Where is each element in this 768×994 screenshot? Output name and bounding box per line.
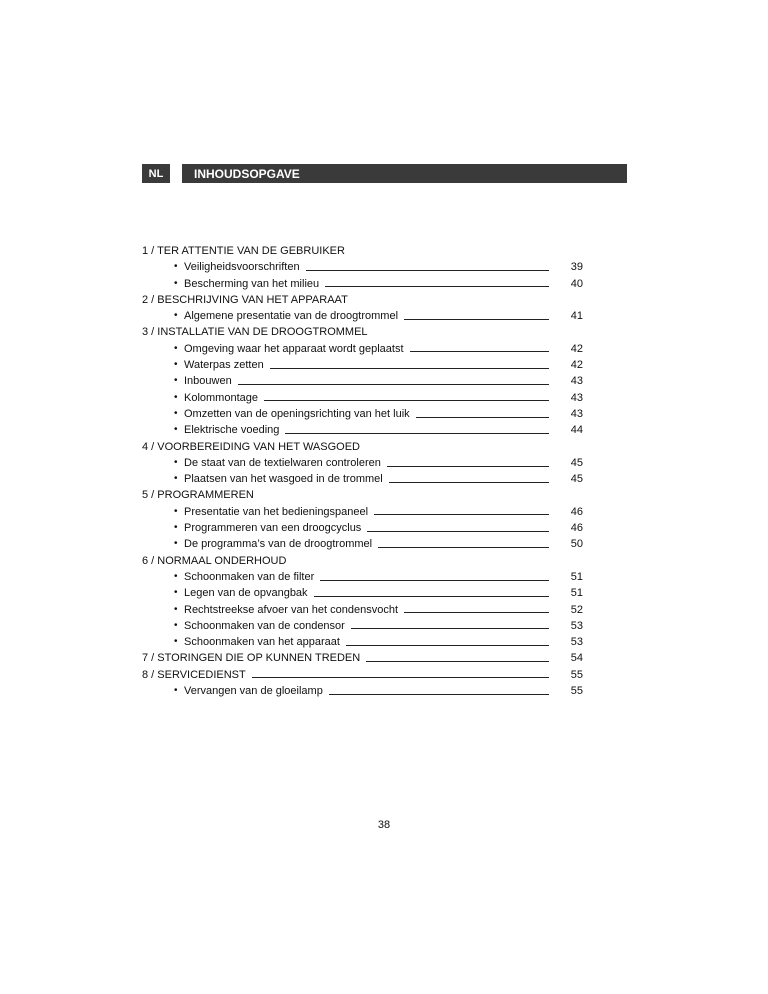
bullet-icon: •	[174, 359, 178, 371]
leader-line	[416, 407, 549, 418]
toc-label: Presentatie van het bedieningspaneel	[184, 505, 369, 518]
leader-line	[378, 537, 549, 548]
bullet-icon: •	[174, 636, 178, 648]
bullet-icon: •	[174, 277, 178, 289]
toc-page-number: 51	[570, 570, 583, 583]
toc-label: Kolommontage	[184, 391, 258, 404]
leader-line	[367, 521, 549, 532]
bullet-icon: •	[174, 310, 178, 322]
page-title-bar	[182, 164, 627, 183]
toc-entry[interactable]	[142, 422, 587, 438]
leader-line	[264, 390, 549, 401]
bullet-icon: •	[174, 587, 178, 599]
leader-line	[410, 341, 549, 352]
leader-line	[374, 504, 549, 515]
toc-page-number: 46	[570, 505, 583, 518]
toc-page-number: 53	[570, 636, 583, 649]
toc-entry[interactable]	[142, 618, 587, 634]
toc-label: Veiligheidsvoorschriften	[184, 261, 300, 274]
leader-line	[366, 651, 549, 662]
toc-label: Algemene presentatie van de droogtrommel	[184, 310, 399, 323]
toc-label: Bescherming van het milieu	[184, 277, 320, 290]
leader-line	[387, 456, 549, 467]
leader-line	[306, 260, 549, 271]
toc-entry[interactable]	[142, 390, 587, 406]
toc-entry[interactable]	[142, 504, 587, 520]
toc-label: Schoonmaken van de filter	[184, 570, 315, 583]
toc-page-number: 42	[570, 342, 583, 355]
toc-label: 7 / STORINGEN DIE OP KUNNEN TREDEN	[142, 652, 361, 665]
bullet-icon: •	[174, 391, 178, 403]
bullet-icon: •	[174, 538, 178, 550]
toc-section[interactable]	[142, 667, 587, 683]
toc-entry[interactable]	[142, 308, 587, 324]
toc-label: Elektrische voeding	[184, 424, 280, 437]
leader-line	[252, 667, 549, 678]
toc-label: Omgeving waar het apparaat wordt geplaatst	[184, 342, 404, 355]
toc-entry[interactable]	[142, 471, 587, 487]
toc-label: 8 / SERVICEDIENST	[142, 668, 246, 681]
toc-section[interactable]	[142, 487, 587, 503]
toc-page-number: 52	[570, 603, 583, 616]
toc-label: Vervangen van de gloeilamp	[184, 685, 323, 698]
toc-entry[interactable]	[142, 406, 587, 422]
bullet-icon: •	[174, 342, 178, 354]
toc-entry[interactable]	[142, 357, 587, 373]
toc-label: Rechtstreekse afvoer van het condensvocht	[184, 603, 399, 616]
bullet-icon: •	[174, 685, 178, 697]
toc-page-number: 55	[570, 668, 583, 681]
toc-entry[interactable]	[142, 536, 587, 552]
toc-label: 6 / NORMAAL ONDERHOUD	[142, 554, 287, 567]
leader-line	[351, 618, 549, 629]
toc-page-number: 41	[570, 310, 583, 323]
toc-entry[interactable]	[142, 520, 587, 536]
bullet-icon: •	[174, 570, 178, 582]
leader-line	[314, 586, 549, 597]
toc-section[interactable]	[142, 324, 587, 340]
toc-page-number: 53	[570, 619, 583, 632]
leader-line	[404, 602, 549, 613]
leader-line	[389, 472, 549, 483]
leader-line	[285, 423, 549, 434]
toc-page-number: 43	[570, 407, 583, 420]
toc-page-number: 46	[570, 522, 583, 535]
toc-label: Omzetten van de openingsrichting van het luik	[184, 407, 410, 420]
toc-label: Schoonmaken van de condensor	[184, 619, 345, 632]
toc-label: 1 / TER ATTENTIE VAN DE GEBRUIKER	[142, 245, 345, 257]
toc-entry[interactable]	[142, 602, 587, 618]
toc-label: Inbouwen	[184, 375, 232, 388]
toc-label: 2 / BESCHRIJVING VAN HET APPARAAT	[142, 293, 348, 306]
leader-line	[238, 374, 549, 385]
leader-line	[320, 570, 549, 581]
bullet-icon: •	[174, 375, 178, 387]
bullet-icon: •	[174, 522, 178, 534]
toc-page-number: 51	[570, 587, 583, 600]
toc-entry[interactable]	[142, 259, 587, 275]
toc-label: 5 / PROGRAMMEREN	[142, 489, 254, 502]
toc-page-number: 55	[570, 685, 583, 698]
toc-section[interactable]	[142, 553, 587, 569]
toc-page-number: 54	[570, 652, 583, 665]
toc-entry[interactable]	[142, 341, 587, 357]
toc-page-number: 45	[570, 456, 583, 469]
toc-page-number: 44	[570, 424, 583, 437]
toc-label: De programma’s van de droogtrommel	[184, 538, 373, 551]
toc-entry[interactable]	[142, 585, 587, 601]
toc-entry[interactable]	[142, 373, 587, 389]
bullet-icon: •	[174, 456, 178, 468]
bullet-icon: •	[174, 407, 178, 419]
bullet-icon: •	[174, 473, 178, 485]
toc-section[interactable]	[142, 439, 587, 455]
leader-line	[325, 276, 549, 287]
language-badge: NL	[142, 164, 170, 183]
toc-label: 4 / VOORBEREIDING VAN HET WASGOED	[142, 440, 361, 453]
toc-section[interactable]	[142, 650, 587, 666]
bullet-icon: •	[174, 261, 178, 273]
leader-line	[346, 635, 549, 646]
toc-label: Programmeren van een droogcyclus	[184, 522, 362, 535]
bullet-icon: •	[174, 505, 178, 517]
toc-entry[interactable]	[142, 634, 587, 650]
toc-page-number: 50	[570, 538, 583, 551]
bullet-icon: •	[174, 424, 178, 436]
toc-page-number: 43	[570, 375, 583, 388]
toc-entry[interactable]	[142, 276, 587, 292]
toc-label: 3 / INSTALLATIE VAN DE DROOGTROMMEL	[142, 326, 368, 339]
toc-entry[interactable]	[142, 569, 587, 585]
bullet-icon: •	[174, 619, 178, 631]
toc-section[interactable]	[142, 292, 587, 308]
page-number: 38	[377, 819, 391, 831]
toc-label: Schoonmaken van het apparaat	[184, 636, 340, 649]
toc-entry[interactable]	[142, 455, 587, 471]
table-of-contents	[142, 243, 587, 699]
leader-line	[329, 684, 549, 695]
toc-page-number: 39	[570, 261, 583, 274]
toc-page-number: 40	[570, 277, 583, 290]
toc-page-number: 45	[570, 473, 583, 486]
toc-page-number: 42	[570, 359, 583, 372]
toc-label: Legen van de opvangbak	[184, 587, 308, 600]
toc-label: De staat van de textielwaren controleren	[184, 456, 381, 469]
toc-section[interactable]	[142, 243, 587, 259]
leader-line	[270, 358, 549, 369]
bullet-icon: •	[174, 603, 178, 615]
toc-entry[interactable]	[142, 683, 587, 699]
toc-label: Waterpas zetten	[184, 359, 264, 372]
toc-label: Plaatsen van het wasgoed in de trommel	[184, 473, 383, 486]
page-title: INHOUDSOPGAVE	[194, 166, 300, 181]
toc-page-number: 43	[570, 391, 583, 404]
leader-line	[404, 309, 549, 320]
